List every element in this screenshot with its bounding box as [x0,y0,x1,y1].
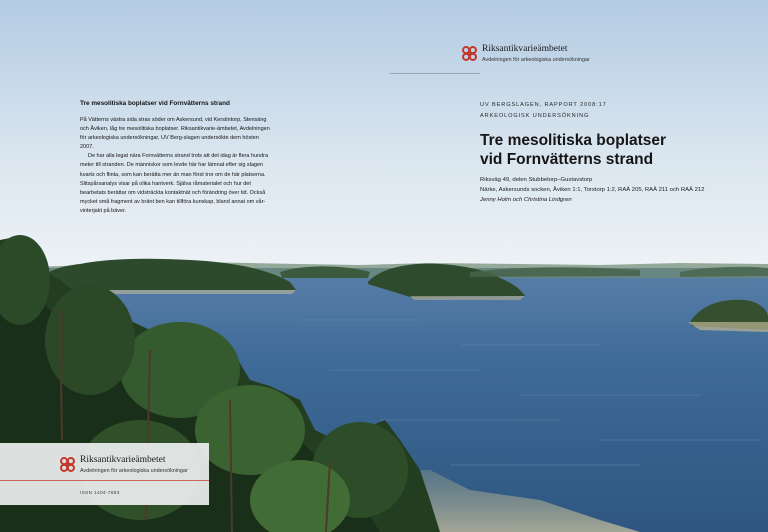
publisher-panel-bottom [0,443,209,505]
report-title [480,131,750,169]
series-label: UV BERGSLAGEN, RAPPORT 2008:17 [480,102,607,108]
back-cover-text [80,100,270,216]
report-title-line-1: Tre mesolitiska boplatser [480,132,667,149]
report-parish: Närke, Askersunds socken, Åviken 1:1, Torstorp 1:2, RAÄ 205, RAÄ 211 och RAÄ 212 [480,187,705,193]
publisher-department-bottom: Avdelningen för arkeologiska undersökningar [80,468,188,474]
panel-divider [0,480,209,481]
publisher-department: Avdelningen för arkeologiska undersökningar [482,57,590,63]
back-cover-paragraph-2: De har alla legat nära Fornvätterns strand trots att det idag är flera hundra meter till stranden. De människor som levde här har lämnat efter sig slagen kvarts och flinta, som kan berätta mer än man först tror om de här platserna. Slitspårsanalys visar på olika hantverk. Själva råmaterialet och hur det bearbetats berättar om vidsträckta kontaktnät och förändring över tid. Också mycket små fragment av bränt ben kan tillföra kunskap, bland annat om vår-vinterjakt på bäver. [80,153,269,214]
quatrefoil-icon [59,456,76,473]
issn-number: ISSN 1404-7683 [80,491,120,496]
series-info [480,100,607,122]
report-title-line-2: vid Fornvätterns strand [480,151,654,168]
publisher-logo-top [461,44,590,64]
back-cover-paragraph-1: På Vätterns västra sida strax söder om Askersund, vid Kerstintorp, Stensäng och Åviken, låg tre mesolitiska boplatser. Riksantikvarie-ämbetet, Avdelningen för arkeologiska undersökningar, UV Berg-slagen undersökte dem hösten 2007. [80,117,270,151]
report-type: ARKEOLOGISK UNDERSÖKNING [480,113,590,119]
report-location: Riksväg 49, delen Stubbetorp–Gustavstorp [480,177,593,183]
report-authors: Jenny Holm och Christina Lindgren [480,197,572,203]
header-divider [390,73,480,74]
publisher-logo-bottom [59,455,188,475]
publisher-name: Riksantikvarieämbetet [482,44,568,54]
publisher-name-bottom: Riksantikvarieämbetet [80,455,166,465]
quatrefoil-icon [461,45,478,62]
report-metadata [480,175,704,205]
back-cover-title: Tre mesolitiska boplatser vid Fornvätterns strand [80,100,230,107]
